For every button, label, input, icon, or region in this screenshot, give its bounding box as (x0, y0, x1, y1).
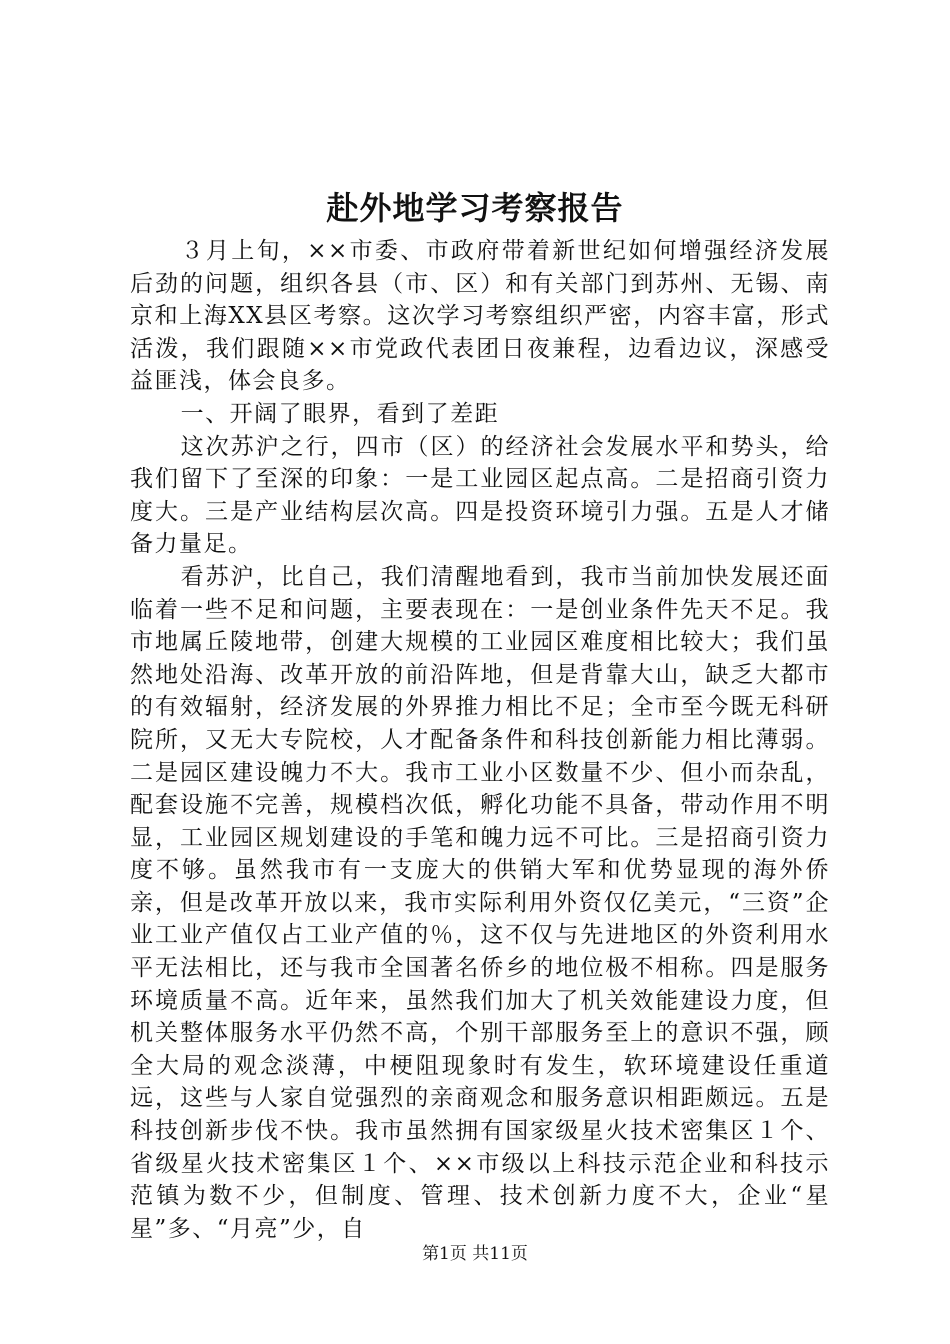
page-footer (0, 1240, 950, 1268)
paragraph-intro: ３月上旬，××市委、市政府带着新世纪如何增强经济发展后劲的问题，组织各县（市、区）和有关部门到苏州、无锡、南京和上海XX县区考察。这次学习考察组织严密，内容丰富，形式活泼，我们跟随××市党政代表团日夜兼程，边看边议，深感受益匪浅，体会良多。 (130, 238, 830, 395)
paragraph-impressions: 这次苏沪之行，四市（区）的经济社会发展水平和势头，给我们留下了至深的印象：一是工业园区起点高。二是招商引资力度大。三是产业结构层次高。四是投资环境引力强。五是人才储备力量足。 (130, 433, 830, 558)
document-title: 赴外地学习考察报告 (326, 189, 624, 227)
document-body (130, 235, 830, 1245)
section-heading-1: 一、开阔了眼界，看到了差距 (180, 400, 500, 427)
page-number: 第1页 共11页 (422, 1244, 528, 1264)
paragraph-shortcomings: 看苏沪，比自己，我们清醒地看到，我市当前加快发展还面临着一些不足和问题，主要表现在：一是创业条件先天不足。我市地属丘陵地带，创建大规模的工业园区难度相比较大；我们虽然地处沿海、改革开放的前沿阵地，但是背靠大山，缺乏大都市的有效辐射，经济发展的外界推力相比不足；全市至今既无科研院所，又无大专院校，人才配备条件和科技创新能力相比薄弱。二是园区建设魄力不大。我市工业小区数量不少、但小而杂乱，配套设施不完善，规模档次低，孵化功能不具备，带动作用不明显，工业园区规划建设的手笔和魄力远不可比。三是招商引资力度不够。虽然我市有一支庞大的供销大军和优势显现的海外侨亲，但是改革开放以来，我市实际利用外资仅亿美元，“三资”企业工业产值仅占工业产值的％，这不仅与先进地区的外资利用水平无法相比，还与我市全国著名侨乡的地位极不相称。四是服务环境质量不高。近年来，虽然我们加大了机关效能建设力度，但机关整体服务水平仍然不高，个别干部服务至上的意识不强，顾全大局的观念淡薄，中梗阻现象时有发生，软环境建设任重道远，这些与人家自觉强烈的亲商观念和服务意识相距颇远。五是科技创新步伐不快。我市虽然拥有国家级星火技术密集区１个、省级星火技术密集区１个、××市级以上科技示范企业和科技示范镇为数不少，但制度、管理、技术创新力度不大，企业“星星”多、“月亮”少，自 (130, 563, 830, 1242)
